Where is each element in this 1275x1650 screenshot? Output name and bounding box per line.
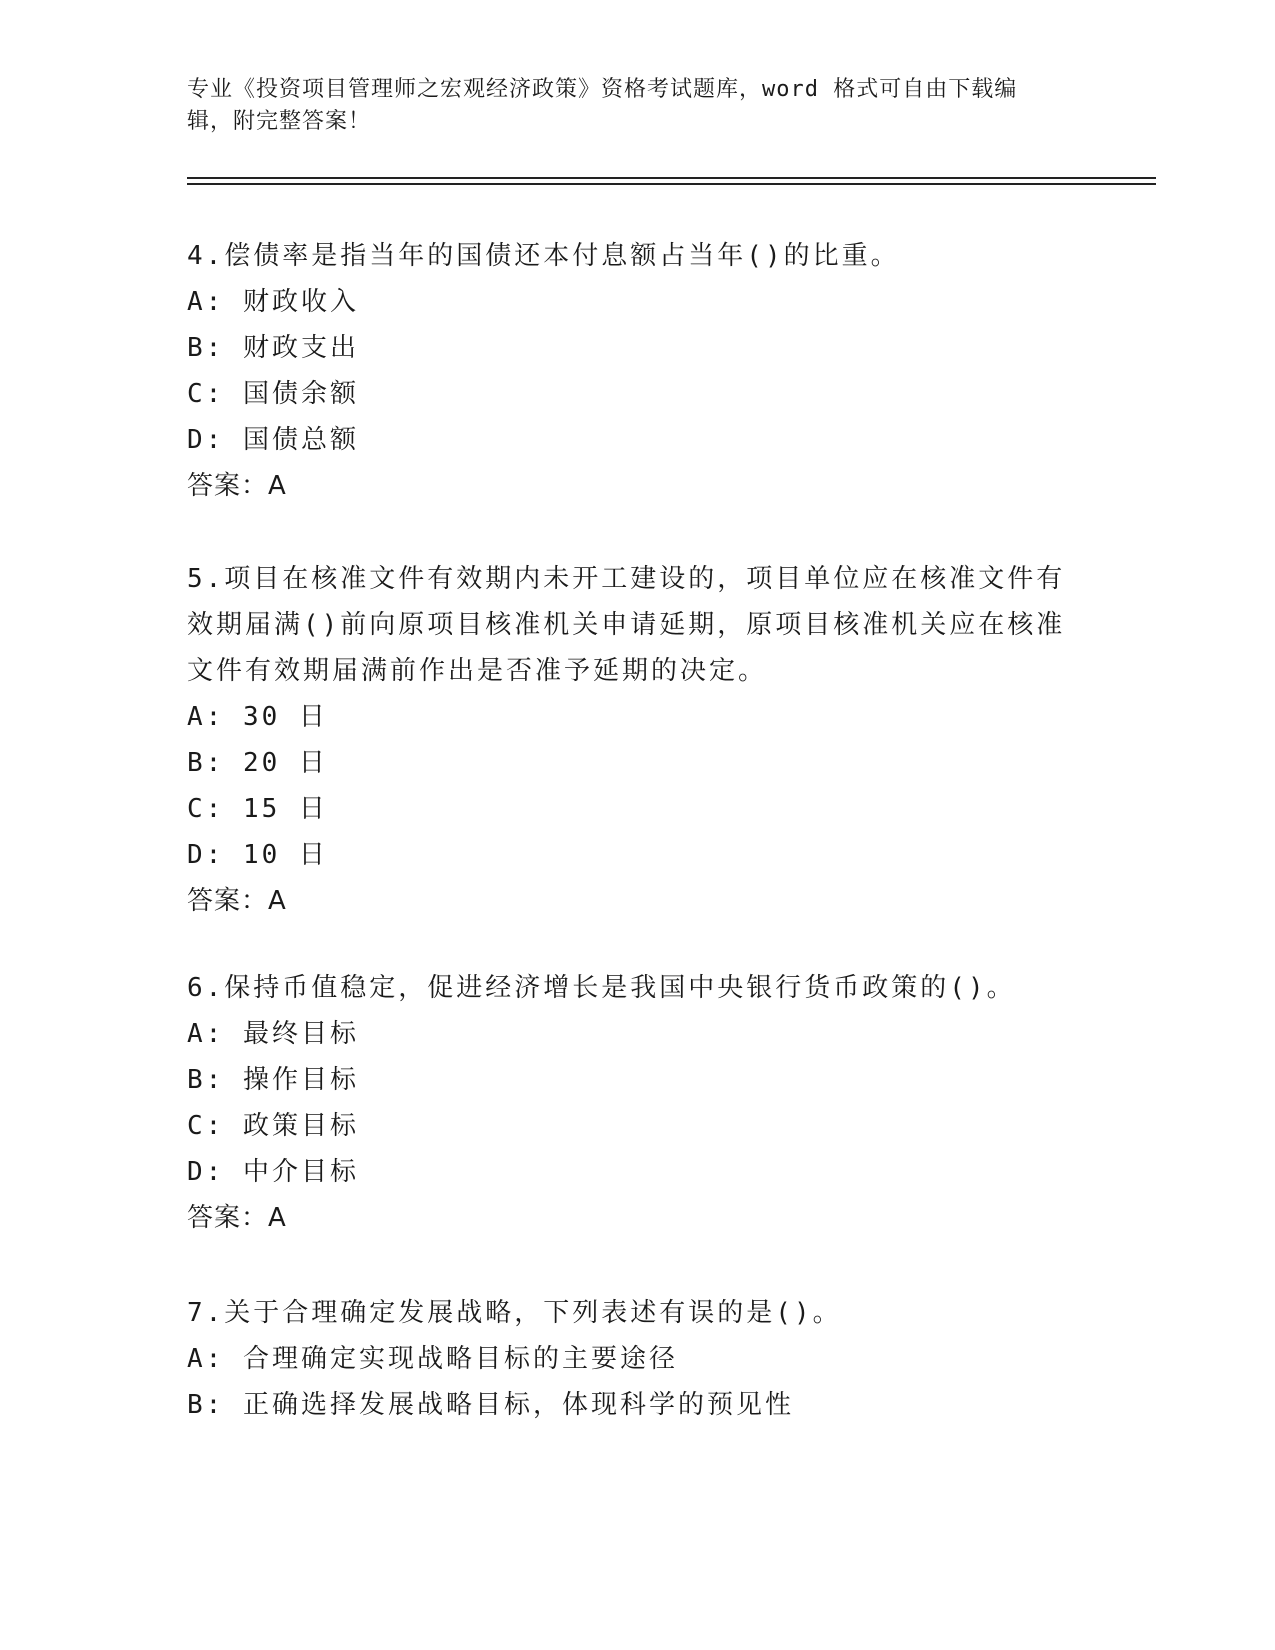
option-d: D: 中介目标 xyxy=(187,1157,359,1187)
option-a: A: 30 日 xyxy=(187,702,328,732)
header-divider-top xyxy=(187,177,1156,179)
option-a: A: 合理确定实现战略目标的主要途径 xyxy=(187,1344,678,1374)
question-answer: 答案：A xyxy=(187,1203,287,1233)
option-b: B: 操作目标 xyxy=(187,1065,359,1095)
question-7 xyxy=(187,1290,1087,1428)
option-b: B: 正确选择发展战略目标，体现科学的预见性 xyxy=(187,1390,794,1420)
question-6 xyxy=(187,965,1087,1241)
header-divider-bottom xyxy=(187,183,1156,185)
option-c: C: 15 日 xyxy=(187,794,328,824)
header-line-1: 专业《投资项目管理师之宏观经济政策》资格考试题库，word 格式可自由下载编 xyxy=(187,77,1018,102)
option-b: B: 财政支出 xyxy=(187,333,359,363)
question-stem: 6.保持币值稳定，促进经济增长是我国中央银行货币政策的()。 xyxy=(187,973,1016,1003)
question-stem: 4.偿债率是指当年的国债还本付息额占当年()的比重。 xyxy=(187,241,900,271)
option-a: A: 最终目标 xyxy=(187,1019,359,1049)
option-b: B: 20 日 xyxy=(187,748,328,778)
option-c: C: 政策目标 xyxy=(187,1111,359,1141)
question-stem: 5.项目在核准文件有效期内未开工建设的，项目单位应在核准文件有效期届满()前向原项目核准机关申请延期，原项目核准机关应在核准文件有效期届满前作出是否准予延期的决定。 xyxy=(187,564,1066,686)
question-stem: 7.关于合理确定发展战略，下列表述有误的是()。 xyxy=(187,1298,842,1328)
question-answer: 答案：A xyxy=(187,886,287,916)
question-answer: 答案：A xyxy=(187,471,287,501)
option-d: D: 10 日 xyxy=(187,840,328,870)
header-line-2: 辑，附完整答案！ xyxy=(187,109,372,134)
option-c: C: 国债余额 xyxy=(187,379,359,409)
question-4 xyxy=(187,233,1087,509)
question-5 xyxy=(187,556,1087,924)
option-a: A: 财政收入 xyxy=(187,287,359,317)
option-d: D: 国债总额 xyxy=(187,425,359,455)
document-header xyxy=(187,74,1087,138)
